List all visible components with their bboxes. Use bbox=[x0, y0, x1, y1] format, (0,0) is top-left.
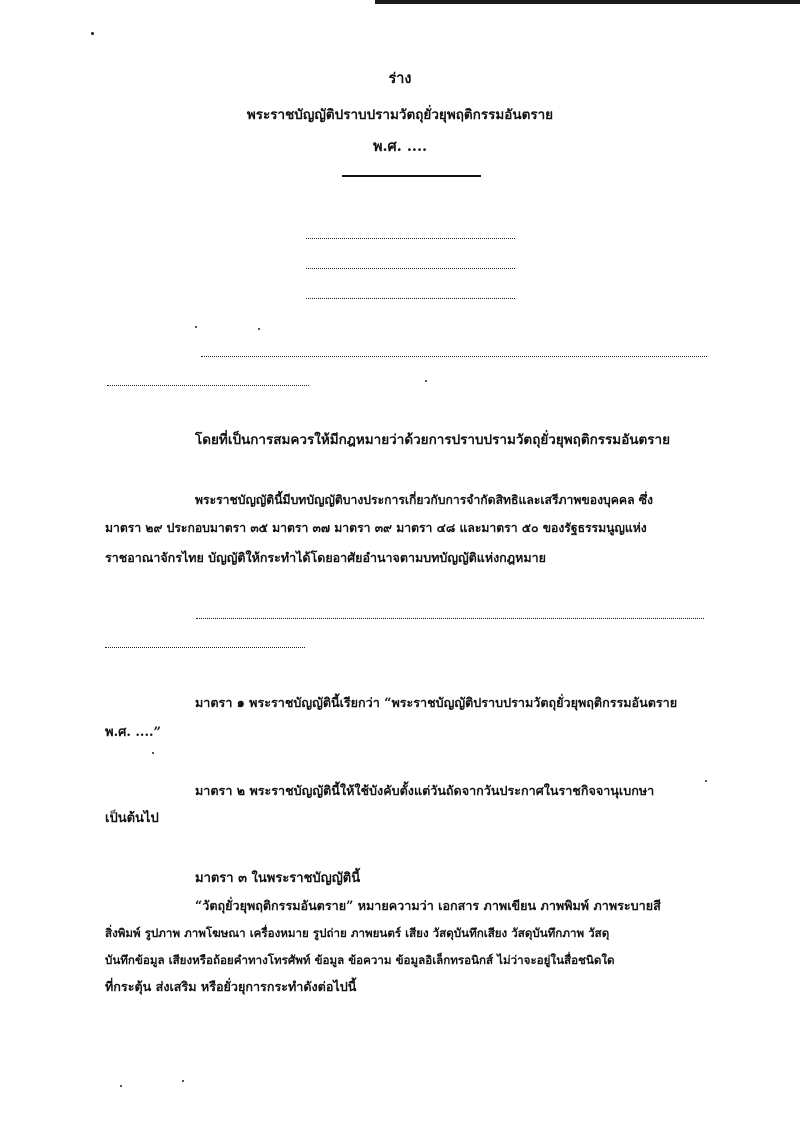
year-label: พ.ศ. .... bbox=[372, 138, 428, 155]
section-3-line-3: บันทึกข้อมูล เสียงหรือถ้อยคำทางโทรศัพท์ ข้อมูล ข้อความ ข้อมูลอิเล็กทรอนิกส์ ไม่ว่าจะอยู่ในสื่อชนิดใด bbox=[105, 953, 615, 967]
scan-speck bbox=[91, 32, 94, 35]
scan-speck bbox=[120, 1085, 122, 1087]
section-2-line-1: มาตรา ๒ พระราชบัญญัตินี้ให้ใช้บังคับตั้งแต่วันถัดจากวันประกาศในราชกิจจานุเบกษา bbox=[195, 783, 655, 798]
scan-speck bbox=[152, 752, 154, 754]
dotted-line bbox=[306, 238, 515, 239]
scan-speck bbox=[705, 780, 707, 782]
title-underline bbox=[342, 175, 481, 177]
section-3-heading: มาตรา ๓ ในพระราชบัญญัตินี้ bbox=[195, 871, 361, 886]
dotted-line bbox=[196, 618, 704, 619]
rights-line-1: พระราชบัญญัตินี้มีบทบัญญัติบางประการเกี่ยวกับการจำกัดสิทธิและเสรีภาพของบุคคล ซึ่ง bbox=[195, 493, 654, 507]
scan-edge-bar bbox=[375, 0, 800, 4]
scan-speck bbox=[258, 328, 260, 330]
rights-line-3: ราชอาณาจักรไทย บัญญัติให้กระทำได้โดยอาศัยอำนาจตามบทบัญญัติแห่งกฎหมาย bbox=[105, 550, 546, 565]
dotted-line bbox=[105, 647, 305, 648]
section-3-line-4: ที่กระตุ้น ส่งเสริม หรือยั่วยุการกระทำดังต่อไปนี้ bbox=[105, 979, 357, 994]
section-2-line-2: เป็นต้นไป bbox=[105, 811, 159, 826]
preamble-recital: โดยที่เป็นการสมควรให้มีกฎหมายว่าด้วยการปราบปรามวัตถุยั่วยุพฤติกรรมอันตราย bbox=[195, 432, 671, 448]
section-1-line-2: พ.ศ. ....” bbox=[105, 725, 161, 740]
scan-speck bbox=[182, 1080, 184, 1082]
dotted-line bbox=[306, 268, 515, 269]
section-1-line-1: มาตรา ๑ พระราชบัญญัตินี้เรียกว่า “พระราชบัญญัติปราบปรามวัตถุยั่วยุพฤติกรรมอันตราย bbox=[195, 695, 678, 710]
scan-speck bbox=[195, 326, 197, 328]
scan-speck bbox=[425, 380, 427, 382]
draft-label: ร่าง bbox=[388, 70, 412, 87]
section-3-line-2: สิ่งพิมพ์ รูปภาพ ภาพโฆษณา เครื่องหมาย รูปถ่าย ภาพยนตร์ เสียง วัสดุบันทึกเสียง วัสดุบันทึกภาพ วัสดุ bbox=[105, 926, 610, 940]
dotted-line bbox=[306, 298, 515, 299]
rights-line-2: มาตรา ๒๙ ประกอบมาตรา ๓๕ มาตรา ๓๗ มาตรา ๓๙ มาตรา ๔๘ และมาตรา ๕๐ ของรัฐธรรมนูญแห่ง bbox=[105, 521, 647, 535]
dotted-line bbox=[107, 385, 309, 386]
dotted-line bbox=[201, 356, 707, 357]
act-title: พระราชบัญญัติปราบปรามวัตถุยั่วยุพฤติกรรมอันตราย bbox=[246, 107, 554, 123]
section-3-line-1: “วัตถุยั่วยุพฤติกรรมอันตราย” หมายความว่า เอกสาร ภาพเขียน ภาพพิมพ์ ภาพระบายสี bbox=[195, 898, 661, 913]
